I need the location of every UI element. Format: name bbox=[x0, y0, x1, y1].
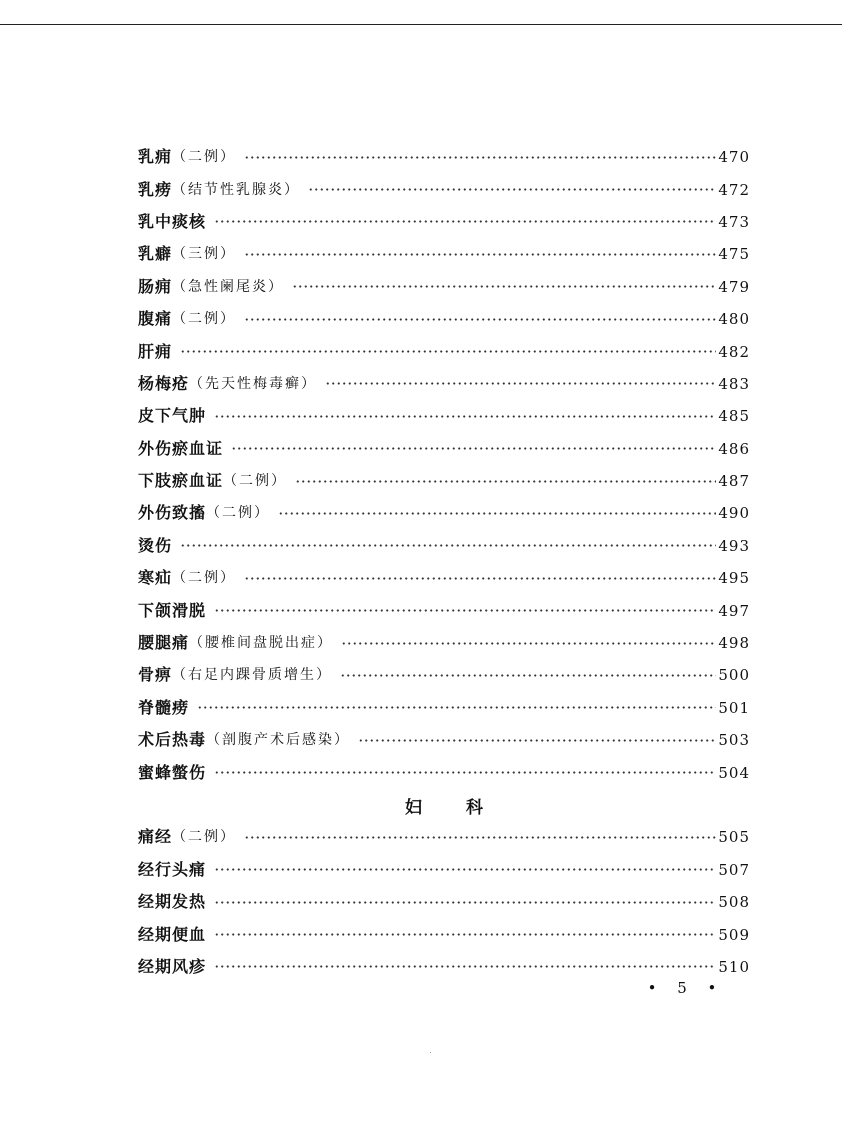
entry-page-number: 487 bbox=[718, 472, 750, 491]
toc-entries-after bbox=[138, 821, 750, 983]
entry-note: （二例） bbox=[172, 149, 237, 166]
entry-title: 下颌滑脱 bbox=[138, 600, 207, 620]
toc-entry bbox=[138, 238, 750, 270]
dot-leader bbox=[214, 933, 716, 936]
entry-title: 皮下气肿 bbox=[138, 406, 207, 426]
entry-title: 肠痈 bbox=[138, 276, 173, 296]
toc-entry bbox=[138, 756, 750, 788]
entry-page-number: 472 bbox=[718, 180, 750, 199]
toc-entry bbox=[138, 886, 750, 918]
entry-page-number: 504 bbox=[718, 763, 750, 782]
dot-leader bbox=[214, 868, 716, 871]
entry-title: 经行头痛 bbox=[138, 859, 207, 879]
entry-page-number: 482 bbox=[718, 342, 750, 361]
entry-page-number: 493 bbox=[718, 536, 750, 555]
toc-entry bbox=[138, 659, 750, 691]
entry-page-number: 495 bbox=[718, 569, 750, 588]
section-heading: 妇科 bbox=[405, 797, 527, 818]
entry-title: 经期便血 bbox=[138, 924, 207, 944]
entry-title: 骨痹 bbox=[138, 665, 173, 685]
scan-speck bbox=[430, 1052, 431, 1053]
toc-entries-before bbox=[138, 141, 750, 789]
entry-note: （急性阑尾炎） bbox=[172, 278, 285, 295]
dot-leader bbox=[214, 415, 716, 418]
entry-note: （结节性乳腺炎） bbox=[172, 181, 301, 198]
dot-leader bbox=[214, 965, 716, 968]
toc-entry bbox=[138, 497, 750, 529]
entry-page-number: 500 bbox=[718, 666, 750, 685]
entry-title: 腰腿痛 bbox=[138, 633, 190, 653]
entry-title: 术后热毒 bbox=[138, 730, 207, 750]
entry-note: （二例） bbox=[172, 311, 237, 328]
entry-title: 经期风疹 bbox=[138, 956, 207, 976]
page-number: • 5 • bbox=[647, 979, 725, 997]
entry-title: 乳痨 bbox=[138, 179, 173, 199]
entry-note: （剖腹产术后感染） bbox=[206, 732, 351, 749]
dot-leader bbox=[214, 771, 716, 774]
entry-page-number: 480 bbox=[718, 310, 750, 329]
entry-page-number: 503 bbox=[718, 731, 750, 750]
entry-title: 腹痛 bbox=[138, 309, 173, 329]
dot-leader bbox=[295, 480, 716, 483]
toc-entry bbox=[138, 173, 750, 205]
dot-leader bbox=[244, 577, 716, 580]
dot-leader bbox=[292, 285, 716, 288]
entry-page-number: 486 bbox=[718, 439, 750, 458]
entry-note: （先天性梅毒癣） bbox=[189, 375, 318, 392]
dot-leader bbox=[197, 706, 716, 709]
toc-entry bbox=[138, 368, 750, 400]
entry-title: 乳中痰核 bbox=[138, 211, 207, 231]
toc-entry bbox=[138, 562, 750, 594]
entry-title: 乳癖 bbox=[138, 244, 173, 264]
entry-title: 外伤致搐 bbox=[138, 503, 207, 523]
entry-note: （二例） bbox=[172, 829, 237, 846]
entry-note: （二例） bbox=[223, 473, 288, 490]
entry-title: 外伤瘀血证 bbox=[138, 438, 224, 458]
dot-leader bbox=[341, 642, 716, 645]
dot-leader bbox=[308, 188, 716, 191]
dot-leader bbox=[278, 512, 716, 515]
entry-title: 乳痈 bbox=[138, 147, 173, 167]
entry-page-number: 479 bbox=[718, 277, 750, 296]
table-of-contents bbox=[138, 141, 750, 983]
entry-page-number: 508 bbox=[718, 893, 750, 912]
toc-entry bbox=[138, 206, 750, 238]
toc-entry bbox=[138, 692, 750, 724]
toc-entry bbox=[138, 400, 750, 432]
dot-leader bbox=[244, 318, 716, 321]
toc-entry bbox=[138, 335, 750, 367]
dot-leader bbox=[244, 253, 716, 256]
dot-leader bbox=[244, 836, 716, 839]
entry-note: （右足内踝骨质增生） bbox=[172, 667, 333, 684]
entry-title: 寒疝 bbox=[138, 568, 173, 588]
dot-leader bbox=[180, 350, 716, 353]
toc-entry bbox=[138, 433, 750, 465]
entry-title: 下肢瘀血证 bbox=[138, 471, 224, 491]
entry-page-number: 501 bbox=[718, 698, 750, 717]
toc-entry bbox=[138, 627, 750, 659]
toc-entry bbox=[138, 271, 750, 303]
toc-entry bbox=[138, 530, 750, 562]
entry-note: （腰椎间盘脱出症） bbox=[189, 635, 334, 652]
dot-leader bbox=[358, 739, 716, 742]
entry-page-number: 475 bbox=[718, 245, 750, 264]
toc-entry bbox=[138, 724, 750, 756]
entry-note: （三例） bbox=[172, 246, 237, 263]
entry-note: （二例） bbox=[172, 570, 237, 587]
entry-page-number: 497 bbox=[718, 601, 750, 620]
entry-page-number: 490 bbox=[718, 504, 750, 523]
entry-note: （二例） bbox=[206, 505, 271, 522]
entry-page-number: 483 bbox=[718, 374, 750, 393]
entry-title: 脊髓痨 bbox=[138, 697, 190, 717]
entry-title: 经期发热 bbox=[138, 892, 207, 912]
dot-leader bbox=[325, 382, 716, 385]
entry-page-number: 510 bbox=[718, 957, 750, 976]
entry-page-number: 485 bbox=[718, 407, 750, 426]
dot-leader bbox=[340, 674, 716, 677]
dot-leader bbox=[214, 220, 716, 223]
dot-leader bbox=[244, 156, 716, 159]
entry-page-number: 498 bbox=[718, 634, 750, 653]
entry-page-number: 473 bbox=[718, 212, 750, 231]
entry-title: 烫伤 bbox=[138, 535, 173, 555]
entry-page-number: 509 bbox=[718, 925, 750, 944]
dot-leader bbox=[214, 901, 716, 904]
entry-page-number: 470 bbox=[718, 148, 750, 167]
entry-page-number: 505 bbox=[718, 828, 750, 847]
dot-leader bbox=[180, 544, 716, 547]
toc-entry bbox=[138, 303, 750, 335]
toc-entry bbox=[138, 918, 750, 950]
entry-title: 杨梅疮 bbox=[138, 373, 190, 393]
entry-title: 蜜蜂螫伤 bbox=[138, 762, 207, 782]
toc-entry bbox=[138, 465, 750, 497]
toc-entry bbox=[138, 821, 750, 853]
dot-leader bbox=[214, 609, 716, 612]
dot-leader bbox=[231, 447, 716, 450]
entry-title: 肝痈 bbox=[138, 341, 173, 361]
toc-entry bbox=[138, 141, 750, 173]
top-rule bbox=[0, 24, 842, 25]
toc-entry bbox=[138, 854, 750, 886]
entry-title: 痛经 bbox=[138, 827, 173, 847]
entry-page-number: 507 bbox=[718, 860, 750, 879]
toc-entry bbox=[138, 594, 750, 626]
